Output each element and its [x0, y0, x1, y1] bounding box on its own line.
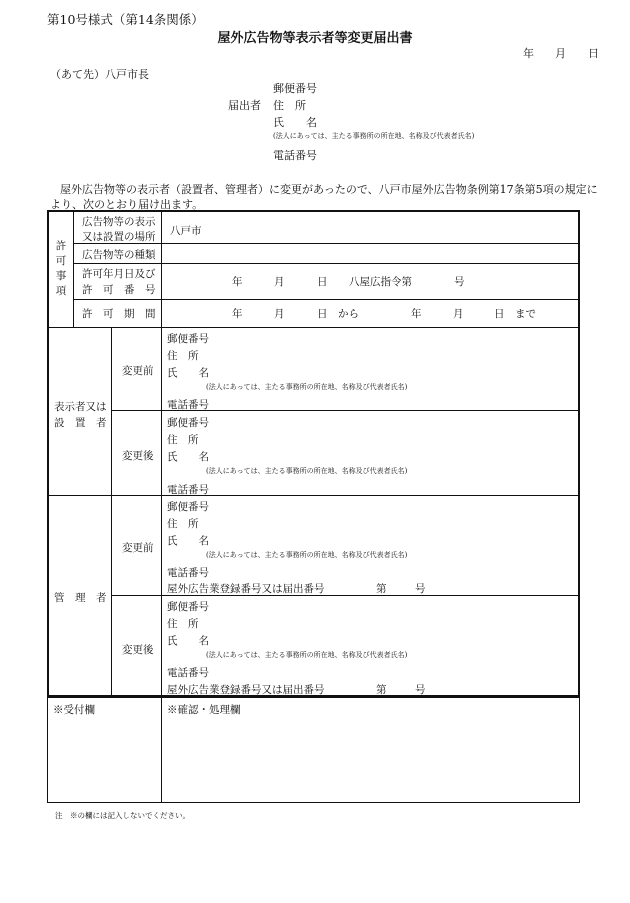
type-label: 広告物等の種類 — [82, 249, 156, 261]
manager-before-corp-note: (法人にあっては、主たる事務所の所在地、名称及び代表者氏名) — [206, 551, 408, 559]
manager-before-label: 変更前 — [122, 542, 154, 554]
date-year-label: 年 — [523, 47, 534, 60]
main-table — [47, 210, 580, 697]
permit-label-4: 項 — [55, 285, 67, 297]
display-after-label: 変更後 — [122, 450, 154, 462]
permit-date-year: 年 — [232, 276, 243, 288]
display-after-corp-note: (法人にあっては、主たる事務所の所在地、名称及び代表者氏名) — [206, 467, 408, 475]
applicant-name-label: 氏 名 — [273, 116, 317, 129]
period-from-word: から — [338, 308, 359, 320]
period-to-word: まで — [515, 308, 536, 320]
manager-after-corp-note: (法人にあっては、主たる事務所の所在地、名称及び代表者氏名) — [206, 651, 408, 659]
manager-before-name: 氏 名 — [167, 535, 209, 547]
applicant-postal-label: 郵便番号 — [273, 82, 317, 95]
applicant-label: 届出者 — [228, 99, 261, 112]
manager-after-label: 変更後 — [122, 644, 154, 656]
permit-number-suffix: 号 — [454, 276, 465, 288]
manager-before-postal: 郵便番号 — [167, 501, 209, 513]
display-person-label-1: 表示者又は — [54, 401, 107, 413]
location-label-2: 又は設置の場所 — [82, 231, 156, 243]
display-after-postal: 郵便番号 — [167, 417, 209, 429]
display-before-postal: 郵便番号 — [167, 333, 209, 345]
date-day-label: 日 — [588, 47, 599, 60]
display-before-name: 氏 名 — [167, 367, 209, 379]
form-title: 屋外広告物等表示者等変更届出書 — [217, 31, 413, 46]
display-before-phone: 電話番号 — [167, 399, 209, 411]
applicant-corp-note: (法人にあっては、主たる事務所の所在地、名称及び代表者氏名) — [273, 132, 475, 140]
receipt-label: ※受付欄 — [53, 704, 95, 716]
footer-note: 注 ※の欄には記入しないでください。 — [55, 811, 190, 820]
manager-after-phone: 電話番号 — [167, 667, 209, 679]
manager-before-reg-go: 号 — [415, 583, 426, 595]
applicant-address-label: 住 所 — [273, 99, 306, 112]
permit-date-month: 月 — [274, 276, 285, 288]
reception-box — [47, 697, 580, 803]
permit-label-1: 許 — [55, 240, 67, 252]
manager-label: 管 理 者 — [54, 592, 107, 604]
display-after-phone: 電話番号 — [167, 484, 209, 496]
location-label-1: 広告物等の表示 — [82, 216, 156, 228]
location-value: 八戸市 — [170, 225, 202, 237]
period-from-day: 日 — [317, 308, 328, 320]
period-from-month: 月 — [274, 308, 285, 320]
manager-before-address: 住 所 — [167, 518, 199, 530]
period-to-year: 年 — [411, 308, 422, 320]
manager-before-reg-dai: 第 — [376, 583, 387, 595]
manager-after-address: 住 所 — [167, 618, 199, 630]
period-label: 許 可 期 間 — [82, 308, 156, 320]
form-number: 第10号様式（第14条関係） — [47, 12, 204, 27]
permit-label-2: 可 — [55, 255, 67, 267]
display-before-label: 変更前 — [122, 365, 154, 377]
permit-date-label-2: 許 可 番 号 — [82, 284, 156, 296]
confirm-label: ※確認・処理欄 — [167, 704, 241, 716]
permit-label-3: 事 — [55, 270, 67, 282]
manager-after-name: 氏 名 — [167, 635, 209, 647]
display-after-name: 氏 名 — [167, 451, 209, 463]
manager-before-phone: 電話番号 — [167, 567, 209, 579]
permit-number-prefix: 八屋広指令第 — [349, 276, 412, 288]
period-to-month: 月 — [453, 308, 464, 320]
display-person-label-2: 設 置 者 — [54, 417, 107, 429]
applicant-phone-label: 電話番号 — [273, 149, 317, 162]
period-to-day: 日 — [494, 308, 505, 320]
manager-after-reg-dai: 第 — [376, 684, 387, 696]
date-month-label: 月 — [555, 47, 566, 60]
manager-after-postal: 郵便番号 — [167, 601, 209, 613]
permit-date-day: 日 — [317, 276, 328, 288]
period-from-year: 年 — [232, 308, 243, 320]
display-before-corp-note: (法人にあっては、主たる事務所の所在地、名称及び代表者氏名) — [206, 383, 408, 391]
permit-date-label-1: 許可年月日及び — [82, 268, 156, 280]
manager-after-reg-label: 屋外広告業登録番号又は届出番号 — [167, 684, 325, 696]
manager-after-reg-go: 号 — [415, 684, 426, 696]
intro-text: 屋外広告物等の表示者（設置者、管理者）に変更があったので、八戸市屋外広告物条例第17条第5項の規定により、次のとおり届け出ます。 — [50, 183, 598, 211]
addressee: （あて先）八戸市長 — [50, 68, 149, 81]
display-after-address: 住 所 — [167, 434, 199, 446]
manager-before-reg-label: 屋外広告業登録番号又は届出番号 — [167, 583, 325, 595]
display-before-address: 住 所 — [167, 350, 199, 362]
